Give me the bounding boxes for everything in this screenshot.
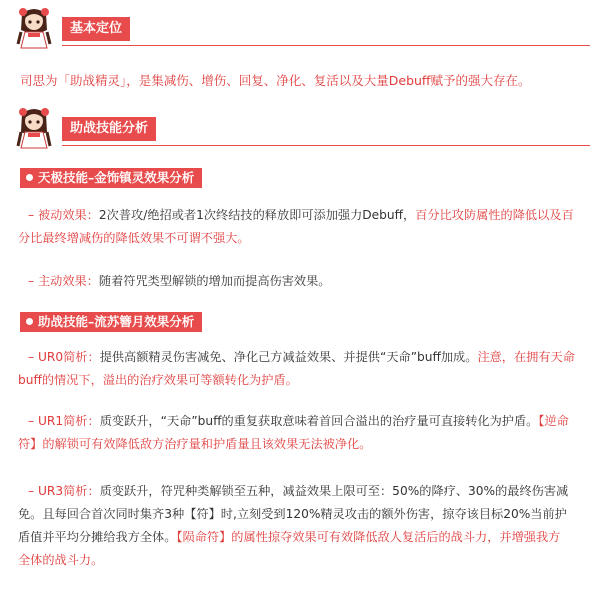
section-divider	[62, 145, 590, 146]
section-divider	[62, 45, 590, 46]
active-effect-paragraph: – 主动效果：随着符咒类型解锁的增加而提高伤害效果。	[28, 274, 331, 288]
chibi-avatar-icon	[14, 6, 54, 50]
passive-label: – 被动效果：	[28, 208, 99, 222]
ur0-label: – UR0简析：	[28, 350, 100, 364]
intro-text: 司思为「助战精灵」，是集减伤、增伤、回复、净化、复活以及大量Debuff赋予的强大存在。	[20, 73, 531, 88]
chibi-avatar-icon	[14, 106, 54, 150]
section-header-skills	[62, 117, 590, 141]
section-title: 基本定位	[62, 17, 130, 41]
ur3-label: – UR3简析：	[28, 484, 100, 498]
passive-effect-paragraph: – 被动效果：2次普攻/绝招或者1次终结技的释放即可添加强力Debuff，百分比攻防属性的降低以及百 分比最终增减伤的降低效果不可谓不强大。	[18, 208, 574, 245]
bullet-dot-icon	[26, 174, 33, 181]
subsection-header-ultimate	[20, 168, 202, 188]
subsection-title: 天极技能–金饰镇灵效果分析	[38, 170, 195, 185]
subsection-title: 助战技能–流苏簪月效果分析	[38, 314, 195, 329]
ur1-label: – UR1简析：	[28, 414, 100, 428]
ur0-paragraph: – UR0简析：提供高额精灵伤害减免、净化己方减益效果、并提供“天命”buff加成。注意，在拥有天命 buff的情况下，溢出的治疗效果可等额转化为护盾。	[18, 350, 575, 387]
active-label: – 主动效果：	[28, 274, 99, 288]
bullet-dot-icon	[26, 318, 33, 325]
section-header-basic	[62, 17, 590, 41]
section-title: 助战技能分析	[62, 117, 156, 141]
subsection-header-support	[20, 312, 202, 332]
ur3-paragraph: – UR3简析：质变跃升，符咒种类解锁至五种，减益效果上限可至：50%的降疗、30%的最终伤害减 免。且每回合首次同时集齐3种【符】时,立刻受到120%精灵攻击的额外伤害，掠夺该目标20%当前护 盾值并平均分摊给我方全体。【陨命符】的属性掠夺效果可有效降低敌人复活后的战斗力，并增强我方 全体的战斗力。	[18, 484, 569, 567]
ur1-paragraph: – UR1简析：质变跃升，“天命”buff的重复获取意味着首回合溢出的治疗量可直接转化为护盾。【逆命 符】的解锁可有效降低敌方治疗量和护盾量且该效果无法被净化。	[18, 414, 569, 451]
